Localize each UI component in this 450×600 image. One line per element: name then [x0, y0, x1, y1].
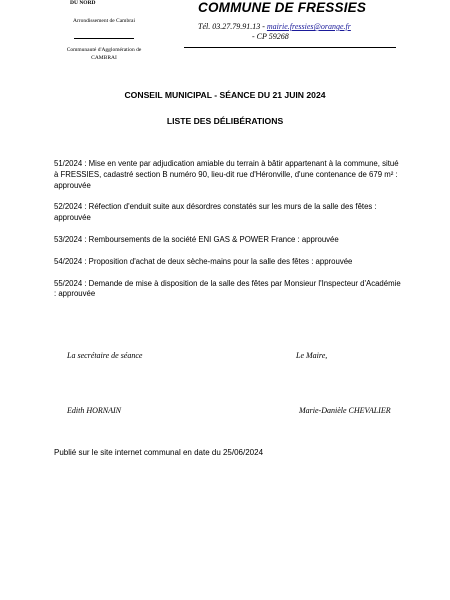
secretary-name: Edith HORNAIN — [67, 406, 121, 415]
secretary-label: La secrétaire de séance — [67, 351, 143, 360]
deliberation-item: 53/2024 : Remboursements de la société ENI GAS & POWER France : approuvée — [54, 234, 339, 244]
deliberation-item: 51/2024 : Mise en vente par adjudication amiable du terrain à bâtir appartenant à la commune, situé à FRESSIES, cadastré section B numéro 90, lieu-dit rue d'Héronville, d'une contenance de 679 m² : approuvée — [54, 159, 399, 190]
deliberation-item: 52/2024 : Réfection d'enduit suite aux désordres constatés sur les murs de la salle des fêtes : approuvée — [54, 202, 377, 223]
agglomeration-label: Communauté d'Agglomération de CAMBRAI — [66, 47, 142, 61]
document-subtitle: LISTE DES DÉLIBÉRATIONS — [166, 116, 284, 126]
mayor-name: Marie-Danièle CHEVALIER — [299, 406, 391, 415]
document-title: CONSEIL MUNICIPAL - SÉANCE DU 21 JUIN 2024 — [124, 90, 326, 100]
deliberation-list — [54, 159, 402, 311]
deliberation-item: 54/2024 : Proposition d'achat de deux sèche-mains pour la salle des fêtes : approuvée — [54, 256, 353, 266]
email-link[interactable]: mairie.fressies@orange.fr — [266, 22, 351, 31]
commune-title: COMMUNE DE FRESSIES — [198, 0, 367, 15]
header-rule — [184, 47, 396, 48]
arrondissement-label: Arrondissement de Cambrai — [72, 18, 135, 24]
header-left-divider — [74, 38, 134, 39]
deliberation-item: 55/2024 : Demande de mise à disposition de la salle des fêtes par Monsieur l'Inspecteur d'Académie : approuvée — [54, 278, 401, 299]
contact-line — [198, 22, 351, 31]
contact-separator: - — [260, 22, 267, 31]
publication-notice: Publié sur le site internet communal en date du 25/06/2024 — [54, 448, 264, 457]
mayor-label: Le Maire, — [296, 351, 328, 360]
postal-code: - CP 59268 — [252, 32, 289, 41]
phone-number: Tél. 03.27.79.91.13 — [198, 22, 261, 31]
department-label: DU NORD — [70, 0, 96, 6]
